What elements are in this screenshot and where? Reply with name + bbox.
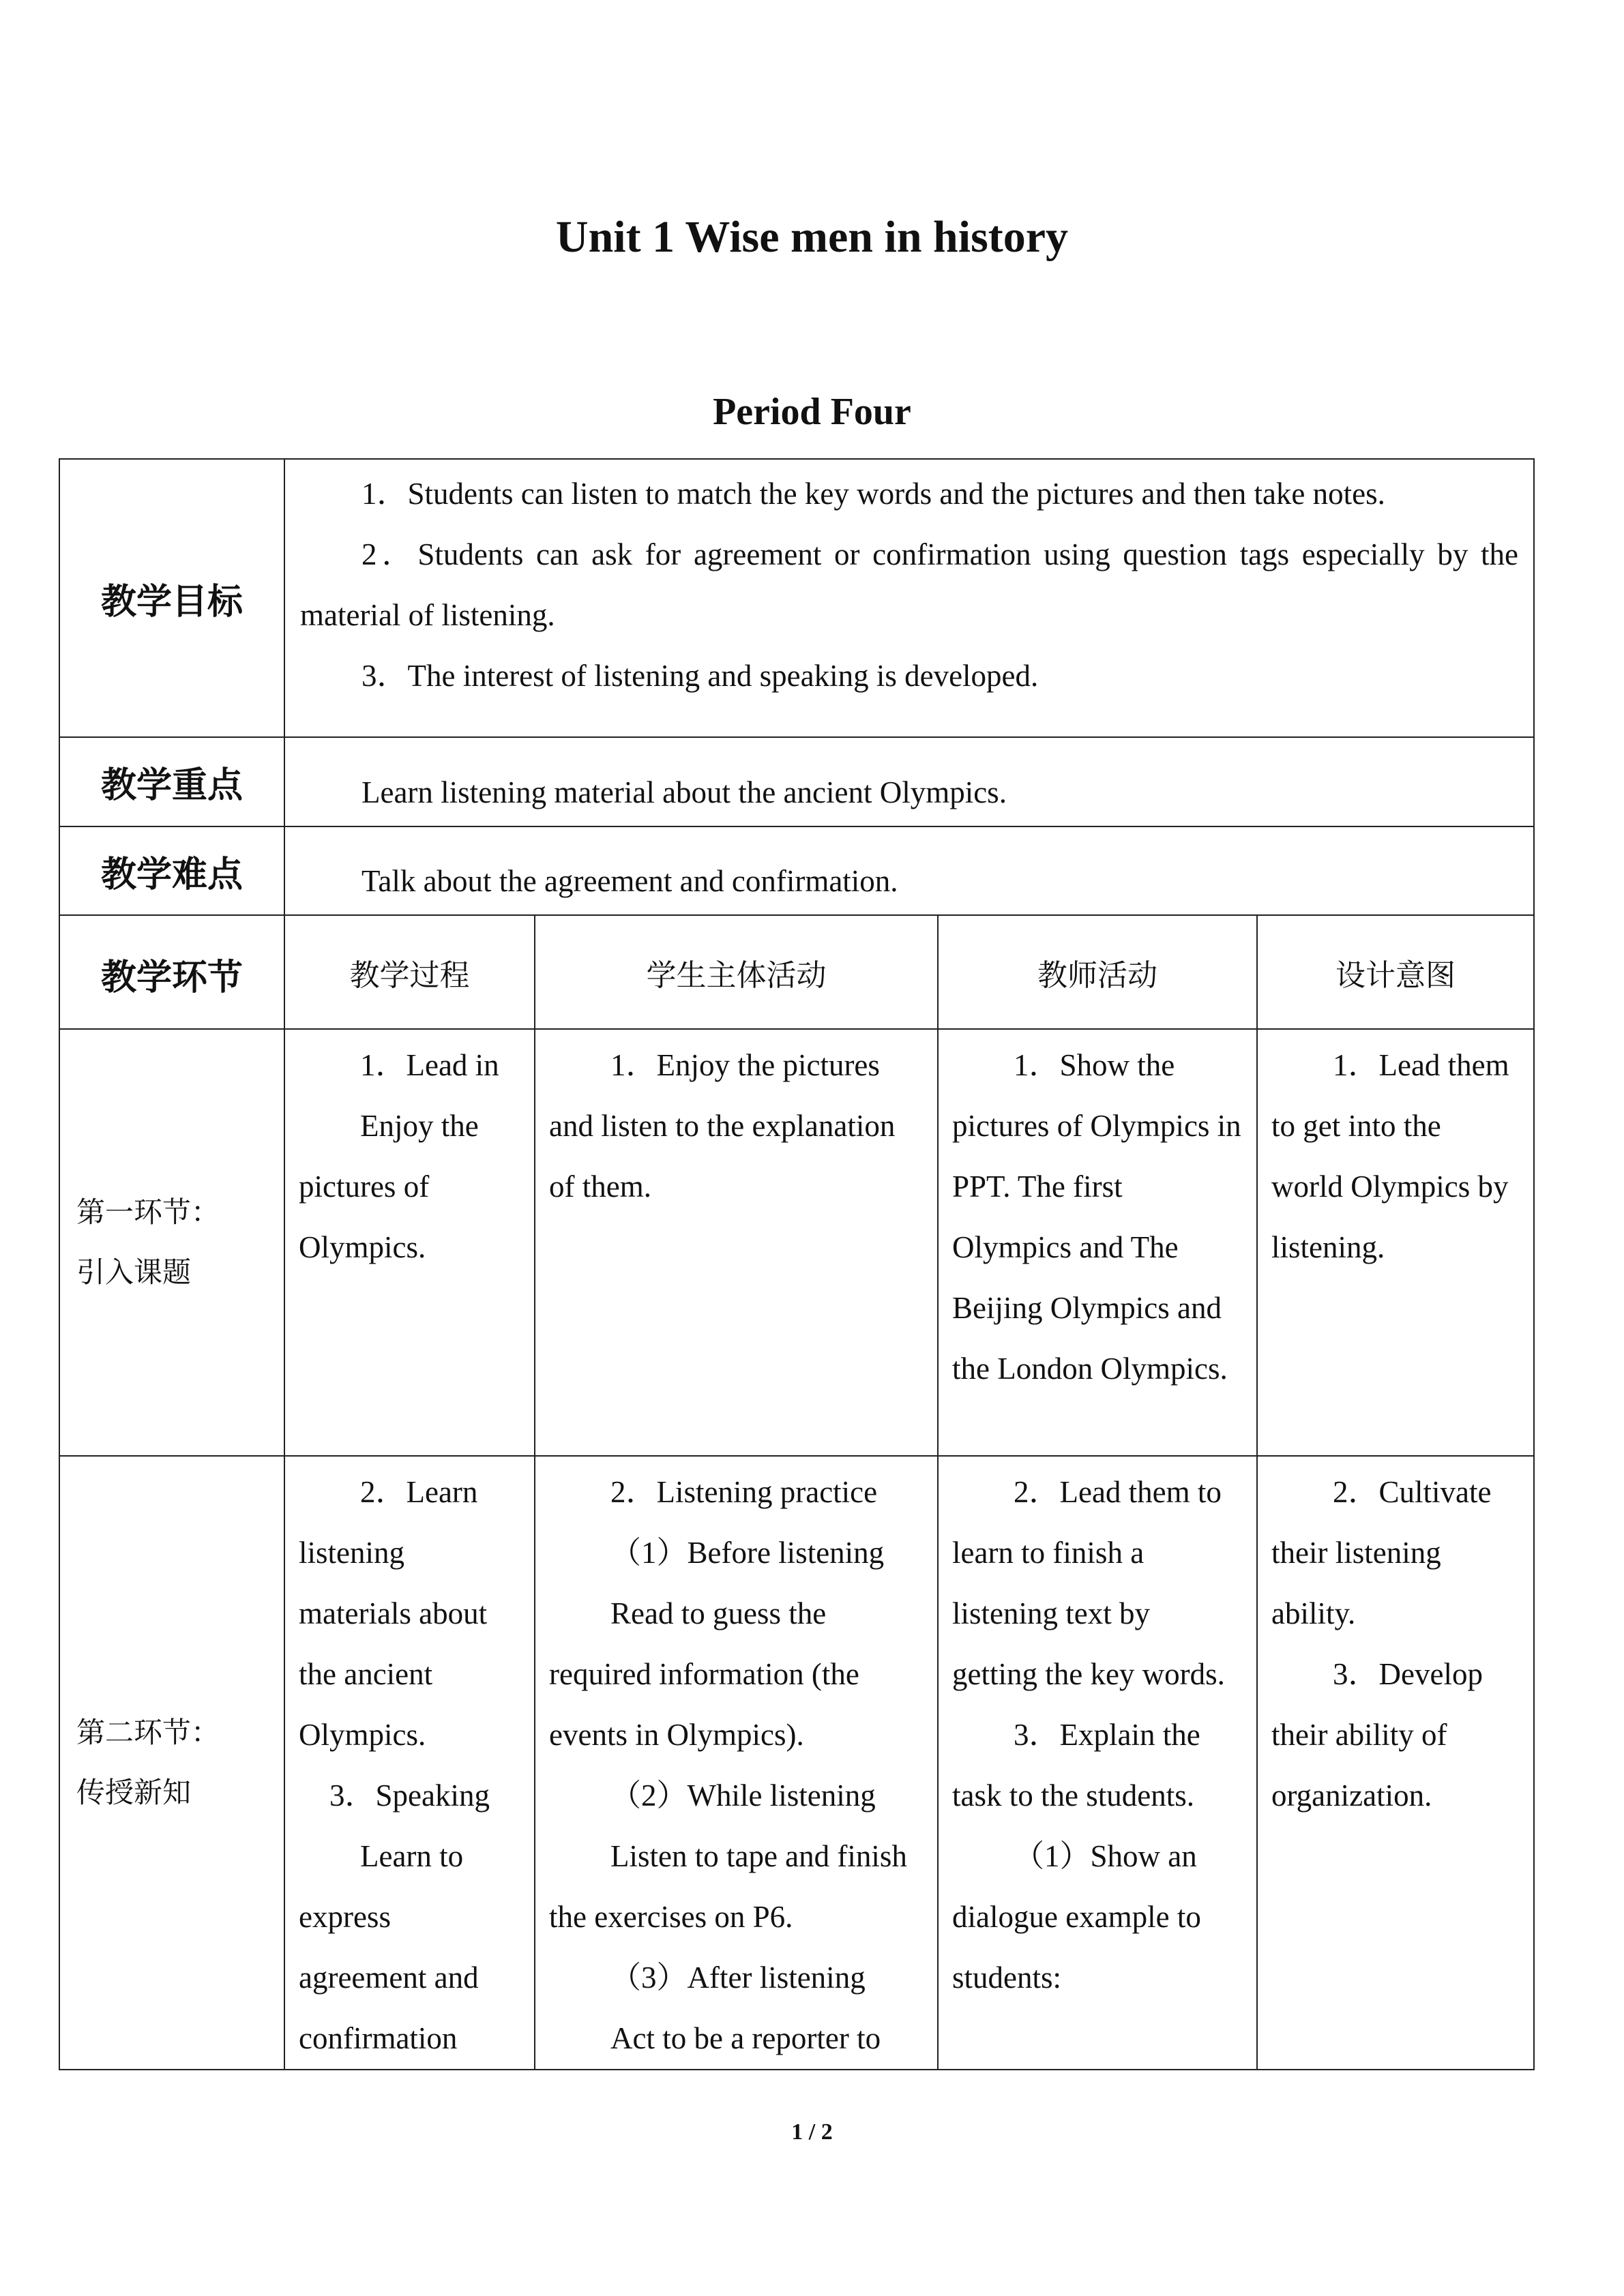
stage2-row: [59, 1456, 1534, 2070]
stage2-intent-line: 2．Cultivate their listening ability.: [1271, 1475, 1492, 1630]
steps-label: 教学环节: [59, 915, 284, 1029]
stage2-teacher-line: 2．Lead them to learn to finish a listening text by getting the key words.: [952, 1475, 1225, 1691]
key-points-label: 教学重点: [59, 737, 284, 826]
stage2-student-line: （1）Before listening: [610, 1536, 885, 1570]
stage2-intent: [1257, 1456, 1534, 2070]
stage2-teacher: [938, 1456, 1257, 2070]
objective-item: 2．Students can ask for agreement or confirmation using question tags especially by the material of listening.: [300, 537, 1518, 632]
stage2-student: [535, 1456, 938, 2070]
difficulties-text: Talk about the agreement and confirmation.: [284, 826, 1534, 915]
stage2-label-line1: 第二环节：: [76, 1716, 220, 1749]
stage1-process-line: 1．Lead in: [360, 1048, 499, 1082]
stage2-process-line: 3．Speaking: [329, 1778, 490, 1813]
stage2-student-line: （3）After listening: [610, 1960, 866, 1995]
stage1-intent: [1257, 1029, 1534, 1456]
stage2-process: [284, 1456, 535, 2070]
stage1-teacher-line: 1．Show the pictures of Olympics in PPT. The first Olympics and The Beijing Olympics and the London Olympics.: [952, 1048, 1241, 1386]
stage1-student-line: 1．Enjoy the pictures and listen to the explanation of them.: [549, 1048, 896, 1204]
lesson-plan-table: [59, 458, 1535, 2070]
column-header-process: 教学过程: [284, 915, 535, 1029]
stage2-student-line: Read to guess the required information (the events in Olympics).: [549, 1596, 859, 1752]
objectives-label: 教学目标: [59, 459, 284, 737]
stage2-student-line: （2）While listening: [610, 1778, 876, 1813]
column-header-intent: 设计意图: [1257, 915, 1534, 1029]
stage1-label-line1: 第一环节：: [76, 1195, 220, 1229]
stage2-process-line: Learn to express agreement and confirmation: [299, 1839, 479, 2055]
stage1-teacher: [938, 1029, 1257, 1456]
stage1-row: [59, 1029, 1534, 1456]
stage1-process-line: Enjoy the pictures of Olympics.: [299, 1109, 479, 1264]
stage1-label-line2: 引入课题: [76, 1255, 192, 1289]
document-title: Unit 1 Wise men in history: [555, 212, 1069, 262]
stage1-label: [59, 1029, 284, 1456]
difficulties-label: 教学难点: [59, 826, 284, 915]
page-number: 1 / 2: [791, 2119, 833, 2145]
column-header-teacher: 教师活动: [938, 915, 1257, 1029]
key-points-text: Learn listening material about the ancient Olympics.: [284, 737, 1534, 826]
objective-item: 1．Students can listen to match the key words and the pictures and then take notes.: [361, 477, 1385, 511]
steps-header-row: [59, 915, 1534, 1029]
stage2-label: [59, 1456, 284, 2070]
stage2-teacher-line: （1）Show an dialogue example to students:: [952, 1839, 1201, 1995]
difficulties-row: [59, 826, 1534, 915]
stage2-process-line: 2．Learn listening materials about the ancient Olympics.: [299, 1475, 488, 1752]
column-header-student: 学生主体活动: [535, 915, 938, 1029]
stage2-teacher-line: 3．Explain the task to the students.: [952, 1718, 1200, 1813]
period-title: Period Four: [713, 391, 911, 433]
stage2-label-line2: 传授新知: [76, 1776, 192, 1809]
objective-item: 3．The interest of listening and speaking is developed.: [361, 659, 1039, 693]
stage1-intent-line: 1．Lead them to get into the world Olympics by listening.: [1271, 1048, 1509, 1264]
key-points-row: [59, 737, 1534, 826]
stage2-student-line: 2．Listening practice: [610, 1475, 878, 1509]
stage2-intent-line: 3．Develop their ability of organization.: [1271, 1657, 1483, 1813]
objectives-cell: [284, 459, 1534, 737]
stage1-student: [535, 1029, 938, 1456]
stage2-student-line: Act to be a reporter to: [610, 2021, 881, 2055]
objectives-row: [59, 459, 1534, 737]
stage1-process: [284, 1029, 535, 1456]
stage2-student-line: Listen to tape and finish the exercises on P6.: [549, 1839, 907, 1934]
